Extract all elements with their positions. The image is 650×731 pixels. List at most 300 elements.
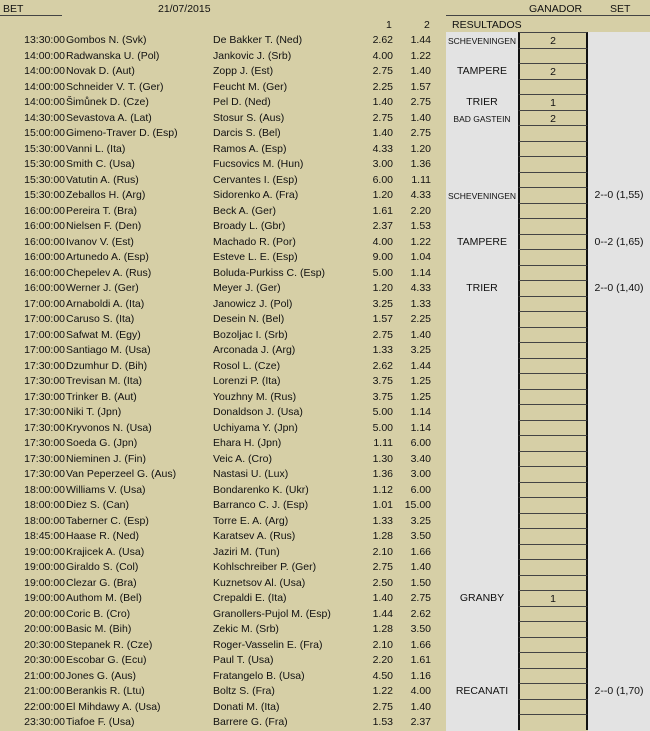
table-row (0, 249, 650, 265)
resultados-cell[interactable] (446, 699, 518, 715)
ganador-cell[interactable] (518, 435, 588, 451)
player2-cell: Uchiyama Y. (Jpn) (213, 421, 298, 434)
player1-cell: Taberner C. (Esp) (66, 514, 149, 527)
odds1-cell: 1.11 (373, 437, 393, 449)
ganador-cell[interactable] (518, 280, 588, 296)
table-row (0, 311, 650, 327)
set-cell[interactable]: 0--2 (1,65) (588, 234, 650, 250)
resultados-cell[interactable]: GRANBY (446, 590, 518, 606)
table-row (0, 156, 650, 172)
resultados-cell[interactable]: RECANATI (446, 683, 518, 699)
odds2-cell: 1.14 (410, 266, 431, 279)
time-cell: 19:00:00 (24, 592, 65, 604)
ganador-cell[interactable] (518, 513, 588, 529)
odds1-cell: 1.53 (372, 716, 393, 728)
player2-cell: Crepaldi E. (Ita) (213, 592, 287, 604)
set-cell[interactable] (588, 637, 650, 653)
set-cell[interactable] (588, 373, 650, 389)
ganador-cell[interactable] (518, 606, 588, 622)
player2-cell: Feucht M. (Ger) (213, 80, 288, 93)
resultados-cell[interactable] (446, 373, 518, 389)
resultados-header: RESULTADOS (452, 19, 522, 31)
resultados-cell[interactable] (446, 48, 518, 64)
odds2-cell: 1.22 (410, 235, 431, 248)
set-cell[interactable] (588, 218, 650, 234)
odds2-cell: 2.62 (410, 607, 431, 620)
resultados-cell[interactable] (446, 497, 518, 513)
odds1-cell: 6.00 (372, 173, 393, 186)
odds1-cell: 2.75 (372, 111, 393, 124)
player2-cell: Cervantes I. (Esp) (213, 173, 298, 186)
time-cell: 17:30:00 (24, 390, 65, 403)
time-cell: 17:30:00 (24, 359, 65, 372)
set-cell[interactable] (588, 451, 650, 467)
player2-cell: Beck A. (Ger) (213, 204, 277, 217)
set-cell[interactable] (588, 249, 650, 265)
player1-cell: Trinker B. (Aut) (66, 390, 137, 403)
ganador-cell[interactable] (518, 420, 588, 436)
resultados-cell[interactable]: TRIER (446, 280, 518, 296)
ganador-cell[interactable] (518, 234, 588, 250)
odds2-cell: 1.25 (410, 375, 431, 387)
ganador-cell[interactable] (518, 389, 588, 405)
ganador-cell[interactable] (518, 265, 588, 281)
set-cell[interactable] (588, 621, 650, 637)
odds2-cell: 2.75 (410, 96, 431, 108)
player2-cell: Bozoljac I. (Srb) (213, 328, 288, 341)
time-cell: 17:00:00 (24, 297, 65, 310)
ganador-cell[interactable]: 1 (518, 94, 588, 110)
player2-cell: Torre E. A. (Arg) (213, 514, 289, 527)
player1-cell: Vanni L. (Ita) (66, 142, 126, 155)
player1-cell: Coric B. (Cro) (66, 607, 131, 620)
player1-cell: Diez S. (Can) (66, 499, 130, 511)
set-cell[interactable] (588, 652, 650, 668)
player1-cell: Safwat M. (Egy) (66, 328, 141, 341)
table-row (0, 234, 650, 250)
odds2-cell: 1.22 (410, 49, 431, 62)
player1-cell: Jones G. (Aus) (66, 669, 137, 682)
resultados-cell[interactable] (446, 528, 518, 544)
resultados-cell[interactable] (446, 389, 518, 405)
ganador-cell[interactable] (518, 466, 588, 482)
player1-cell: Šimůnek D. (Cze) (66, 96, 149, 108)
set-cell[interactable] (588, 404, 650, 420)
table-row (0, 497, 650, 513)
odds2-cell: 1.40 (410, 561, 431, 573)
set-cell[interactable] (588, 668, 650, 684)
table-row (0, 528, 650, 544)
odds1-cell: 2.62 (372, 359, 393, 372)
ganador-cell[interactable] (518, 218, 588, 234)
odds2-cell: 1.11 (411, 173, 431, 186)
odds1-cell: 1.40 (372, 592, 393, 604)
resultados-cell[interactable] (446, 544, 518, 560)
time-cell: 20:30:00 (24, 654, 65, 666)
time-cell: 16:00:00 (24, 266, 65, 279)
ganador-cell[interactable] (518, 141, 588, 157)
odds2-cell: 4.00 (410, 685, 431, 697)
set-cell[interactable] (588, 141, 650, 157)
set-cell[interactable] (588, 125, 650, 141)
set-cell[interactable] (588, 435, 650, 451)
set-cell[interactable] (588, 358, 650, 374)
ganador-cell[interactable] (518, 187, 588, 203)
player2-cell: Machado R. (Por) (213, 235, 296, 248)
player1-cell: Chepelev A. (Rus) (66, 266, 152, 279)
set-cell[interactable] (588, 203, 650, 219)
set-cell[interactable] (588, 48, 650, 64)
player2-cell: Bondarenko K. (Ukr) (213, 483, 309, 496)
table-row (0, 63, 650, 79)
set-cell[interactable] (588, 327, 650, 343)
table-row (0, 342, 650, 358)
time-cell: 17:00:00 (24, 344, 65, 356)
ganador-cell[interactable]: 1 (518, 590, 588, 606)
time-cell: 19:00:00 (24, 576, 65, 589)
table-row (0, 714, 650, 730)
table-row (0, 94, 650, 110)
player2-cell: Darcis S. (Bel) (213, 127, 281, 139)
odds2-cell: 1.33 (410, 297, 431, 310)
odds2-cell: 1.40 (410, 700, 431, 713)
resultados-cell[interactable] (446, 141, 518, 157)
ganador-cell[interactable]: 2 (518, 32, 588, 48)
resultados-cell[interactable] (446, 249, 518, 265)
resultados-cell[interactable] (446, 172, 518, 188)
set-cell[interactable] (588, 575, 650, 591)
resultados-cell[interactable] (446, 451, 518, 467)
player1-cell: Gimeno-Traver D. (Esp) (66, 127, 178, 139)
player2-cell: Pel D. (Ned) (213, 96, 271, 108)
ganador-cell[interactable] (518, 482, 588, 498)
odds2-cell: 1.40 (410, 328, 431, 341)
resultados-cell[interactable] (446, 513, 518, 529)
set-cell[interactable] (588, 699, 650, 715)
resultados-cell[interactable] (446, 482, 518, 498)
player1-cell: Arnaboldi A. (Ita) (66, 297, 145, 310)
set-cell[interactable]: 2--0 (1,55) (588, 187, 650, 203)
odds1-cell: 2.10 (372, 545, 393, 558)
odds1-cell: 1.33 (372, 344, 393, 356)
ganador-cell[interactable]: 2 (518, 63, 588, 79)
ganador-cell[interactable] (518, 156, 588, 172)
resultados-cell[interactable] (446, 203, 518, 219)
resultados-cell[interactable] (446, 311, 518, 327)
ganador-cell[interactable] (518, 637, 588, 653)
odds1-cell: 1.36 (372, 468, 393, 480)
odds1-cell: 1.20 (372, 189, 393, 201)
odds1-cell: 5.00 (372, 421, 393, 434)
resultados-cell[interactable] (446, 435, 518, 451)
ganador-cell[interactable] (518, 621, 588, 637)
table-row (0, 482, 650, 498)
odds1-cell: 2.75 (372, 65, 393, 77)
ganador-cell[interactable] (518, 528, 588, 544)
player2-cell: Janowicz J. (Pol) (213, 297, 293, 310)
resultados-cell[interactable] (446, 652, 518, 668)
ganador-cell[interactable] (518, 249, 588, 265)
player1-cell: Krajicek A. (Usa) (66, 545, 145, 558)
odds1-cell: 2.62 (372, 34, 393, 46)
table-row (0, 110, 650, 126)
odds1-cell: 1.40 (372, 96, 393, 108)
resultados-cell[interactable] (446, 466, 518, 482)
odds1-cell: 9.00 (372, 251, 393, 263)
set-cell[interactable] (588, 544, 650, 560)
resultados-cell[interactable]: TRIER (446, 94, 518, 110)
player1-cell: Nielsen F. (Den) (66, 220, 142, 232)
set-cell[interactable] (588, 110, 650, 126)
table-row (0, 590, 650, 606)
ganador-cell[interactable] (518, 203, 588, 219)
resultados-cell[interactable] (446, 404, 518, 420)
player1-cell: Niki T. (Jpn) (66, 406, 122, 418)
table-row (0, 683, 650, 699)
odds1-cell: 5.00 (372, 406, 393, 418)
player2-cell: Zopp J. (Est) (213, 65, 274, 77)
ganador-cell[interactable] (518, 342, 588, 358)
set-cell[interactable] (588, 482, 650, 498)
player2-cell: Sidorenko A. (Fra) (213, 189, 299, 201)
ganador-cell[interactable] (518, 79, 588, 95)
odds2-cell: 1.66 (410, 545, 431, 558)
player2-cell: Lorenzi P. (Ita) (213, 375, 281, 387)
time-cell: 15:30:00 (24, 158, 65, 170)
set-cell[interactable] (588, 79, 650, 95)
odds-col1-header: 1 (386, 19, 392, 31)
resultados-cell[interactable] (446, 156, 518, 172)
time-cell: 14:00:00 (24, 96, 65, 108)
set-cell[interactable] (588, 296, 650, 312)
odds1-cell: 3.00 (372, 158, 393, 170)
resultados-cell[interactable]: BAD GASTEIN (446, 110, 518, 126)
bet-underline (0, 15, 62, 16)
resultados-cell[interactable]: TAMPERE (446, 234, 518, 250)
ganador-cell[interactable] (518, 373, 588, 389)
odds2-cell: 3.50 (410, 623, 431, 635)
player2-cell: Youzhny M. (Rus) (213, 390, 297, 403)
odds-col2-header: 2 (424, 19, 430, 31)
player2-cell: Veic A. (Cro) (213, 452, 272, 465)
resultados-cell[interactable] (446, 342, 518, 358)
set-cell[interactable] (588, 94, 650, 110)
resultados-cell[interactable] (446, 327, 518, 343)
odds1-cell: 1.22 (372, 685, 393, 697)
ganador-cell[interactable] (518, 699, 588, 715)
odds2-cell: 1.16 (410, 669, 431, 682)
time-cell: 20:00:00 (24, 607, 65, 620)
ganador-cell[interactable] (518, 311, 588, 327)
odds1-cell: 2.20 (372, 654, 393, 666)
time-cell: 17:30:00 (24, 468, 65, 480)
player1-cell: Schneider V. T. (Ger) (66, 80, 164, 93)
odds2-cell: 3.40 (410, 452, 431, 465)
header-underline (446, 15, 650, 16)
set-cell[interactable] (588, 590, 650, 606)
set-cell[interactable] (588, 342, 650, 358)
player2-cell: Donaldson J. (Usa) (213, 406, 303, 418)
resultados-cell[interactable] (446, 575, 518, 591)
set-cell[interactable] (588, 265, 650, 281)
player2-cell: Meyer J. (Ger) (213, 282, 281, 294)
set-cell[interactable] (588, 466, 650, 482)
ganador-cell[interactable] (518, 125, 588, 141)
table-row (0, 513, 650, 529)
ganador-cell[interactable] (518, 668, 588, 684)
table-row (0, 435, 650, 451)
player2-cell: Kohlschreiber P. (Ger) (213, 561, 317, 573)
player1-cell: Giraldo S. (Col) (66, 561, 139, 573)
resultados-cell[interactable] (446, 218, 518, 234)
resultados-cell[interactable]: SCHEVENINGEN (446, 32, 518, 48)
player1-cell: Vatutin A. (Rus) (66, 173, 139, 186)
table-row (0, 699, 650, 715)
player2-cell: Granollers-Pujol M. (Esp) (213, 607, 331, 620)
ganador-cell[interactable] (518, 451, 588, 467)
player2-cell: Fucsovics M. (Hun) (213, 158, 304, 170)
ganador-cell[interactable] (518, 48, 588, 64)
player2-cell: Donati M. (Ita) (213, 700, 280, 713)
set-cell[interactable] (588, 528, 650, 544)
ganador-cell[interactable]: 2 (518, 110, 588, 126)
table-row (0, 652, 650, 668)
time-cell: 15:00:00 (24, 127, 65, 139)
set-cell[interactable]: 2--0 (1,70) (588, 683, 650, 699)
player2-cell: Paul T. (Usa) (213, 654, 274, 666)
table-row (0, 668, 650, 684)
table-row (0, 32, 650, 48)
player1-cell: Authom M. (Bel) (66, 592, 142, 604)
resultados-cell[interactable] (446, 79, 518, 95)
resultados-cell[interactable] (446, 606, 518, 622)
ganador-cell[interactable] (518, 714, 588, 730)
time-cell: 16:00:00 (24, 251, 65, 263)
set-cell[interactable] (588, 32, 650, 48)
player1-cell: Gombos N. (Svk) (66, 34, 147, 46)
resultados-cell[interactable] (446, 265, 518, 281)
time-cell: 17:30:00 (24, 406, 65, 418)
time-cell: 17:00:00 (24, 328, 65, 341)
odds1-cell: 3.25 (372, 297, 393, 310)
ganador-cell[interactable] (518, 544, 588, 560)
player2-cell: Boluda-Purkiss C. (Esp) (213, 266, 326, 279)
set-cell[interactable] (588, 513, 650, 529)
table-row (0, 373, 650, 389)
player1-cell: Pereira T. (Bra) (66, 204, 137, 217)
time-cell: 19:00:00 (24, 545, 65, 558)
player1-cell: Zeballos H. (Arg) (66, 189, 146, 201)
odds1-cell: 3.75 (372, 390, 393, 403)
odds2-cell: 2.75 (410, 592, 431, 604)
odds1-cell: 1.30 (372, 452, 393, 465)
odds2-cell: 1.53 (410, 220, 431, 232)
time-cell: 15:30:00 (24, 189, 65, 201)
resultados-cell[interactable] (446, 296, 518, 312)
set-cell[interactable] (588, 559, 650, 575)
time-cell: 18:00:00 (24, 514, 65, 527)
player1-cell: Williams V. (Usa) (66, 483, 146, 496)
ganador-cell[interactable] (518, 358, 588, 374)
ganador-cell[interactable] (518, 652, 588, 668)
player2-cell: Desein N. (Bel) (213, 313, 285, 325)
player2-cell: Stosur S. (Aus) (213, 111, 285, 124)
resultados-cell[interactable] (446, 668, 518, 684)
set-cell[interactable] (588, 389, 650, 405)
ganador-cell[interactable] (518, 404, 588, 420)
resultados-cell[interactable] (446, 714, 518, 730)
resultados-cell[interactable]: SCHEVENINGEN (446, 187, 518, 203)
time-cell: 18:45:00 (24, 530, 65, 542)
odds2-cell: 3.50 (410, 530, 431, 542)
ganador-cell[interactable] (518, 575, 588, 591)
player2-cell: De Bakker T. (Ned) (213, 34, 303, 46)
time-cell: 17:30:00 (24, 375, 65, 387)
set-cell[interactable] (588, 311, 650, 327)
ganador-cell[interactable] (518, 559, 588, 575)
time-cell: 22:00:00 (24, 700, 65, 713)
resultados-cell[interactable] (446, 420, 518, 436)
player2-cell: Nastasi U. (Lux) (213, 468, 289, 480)
odds1-cell: 4.00 (372, 49, 393, 62)
table-row (0, 358, 650, 374)
time-cell: 17:30:00 (24, 437, 65, 449)
resultados-cell[interactable] (446, 559, 518, 575)
set-cell[interactable] (588, 420, 650, 436)
player1-cell: Caruso S. (Ita) (66, 313, 135, 325)
odds2-cell: 1.20 (410, 142, 431, 155)
table-row (0, 203, 650, 219)
resultados-cell[interactable] (446, 125, 518, 141)
table-row (0, 389, 650, 405)
odds1-cell: 3.75 (372, 375, 393, 387)
resultados-cell[interactable]: TAMPERE (446, 63, 518, 79)
player1-cell: Sevastova A. (Lat) (66, 111, 152, 124)
ganador-cell[interactable] (518, 497, 588, 513)
time-cell: 15:30:00 (24, 173, 65, 186)
ganador-cell[interactable] (518, 172, 588, 188)
table-row (0, 187, 650, 203)
match-table (0, 32, 650, 730)
set-cell[interactable] (588, 497, 650, 513)
bet-label: BET (3, 3, 24, 15)
table-row (0, 637, 650, 653)
table-row (0, 141, 650, 157)
table-row (0, 606, 650, 622)
player2-cell: Roger-Vasselin E. (Fra) (213, 638, 323, 651)
player1-cell: Escobar G. (Ecu) (66, 654, 147, 666)
table-row (0, 544, 650, 560)
set-cell[interactable]: 2--0 (1,40) (588, 280, 650, 296)
set-cell[interactable] (588, 606, 650, 622)
ganador-cell[interactable] (518, 327, 588, 343)
time-cell: 14:30:00 (24, 111, 65, 124)
odds1-cell: 1.57 (372, 313, 393, 325)
set-cell[interactable] (588, 172, 650, 188)
odds1-cell: 1.20 (372, 282, 393, 294)
resultados-cell[interactable] (446, 358, 518, 374)
resultados-cell[interactable] (446, 637, 518, 653)
ganador-cell[interactable] (518, 683, 588, 699)
resultados-cell[interactable] (446, 621, 518, 637)
set-cell[interactable] (588, 63, 650, 79)
table-row (0, 172, 650, 188)
set-cell[interactable] (588, 714, 650, 730)
ganador-cell[interactable] (518, 296, 588, 312)
odds2-cell: 2.37 (410, 716, 431, 728)
set-cell[interactable] (588, 156, 650, 172)
odds2-cell: 1.44 (410, 34, 431, 46)
